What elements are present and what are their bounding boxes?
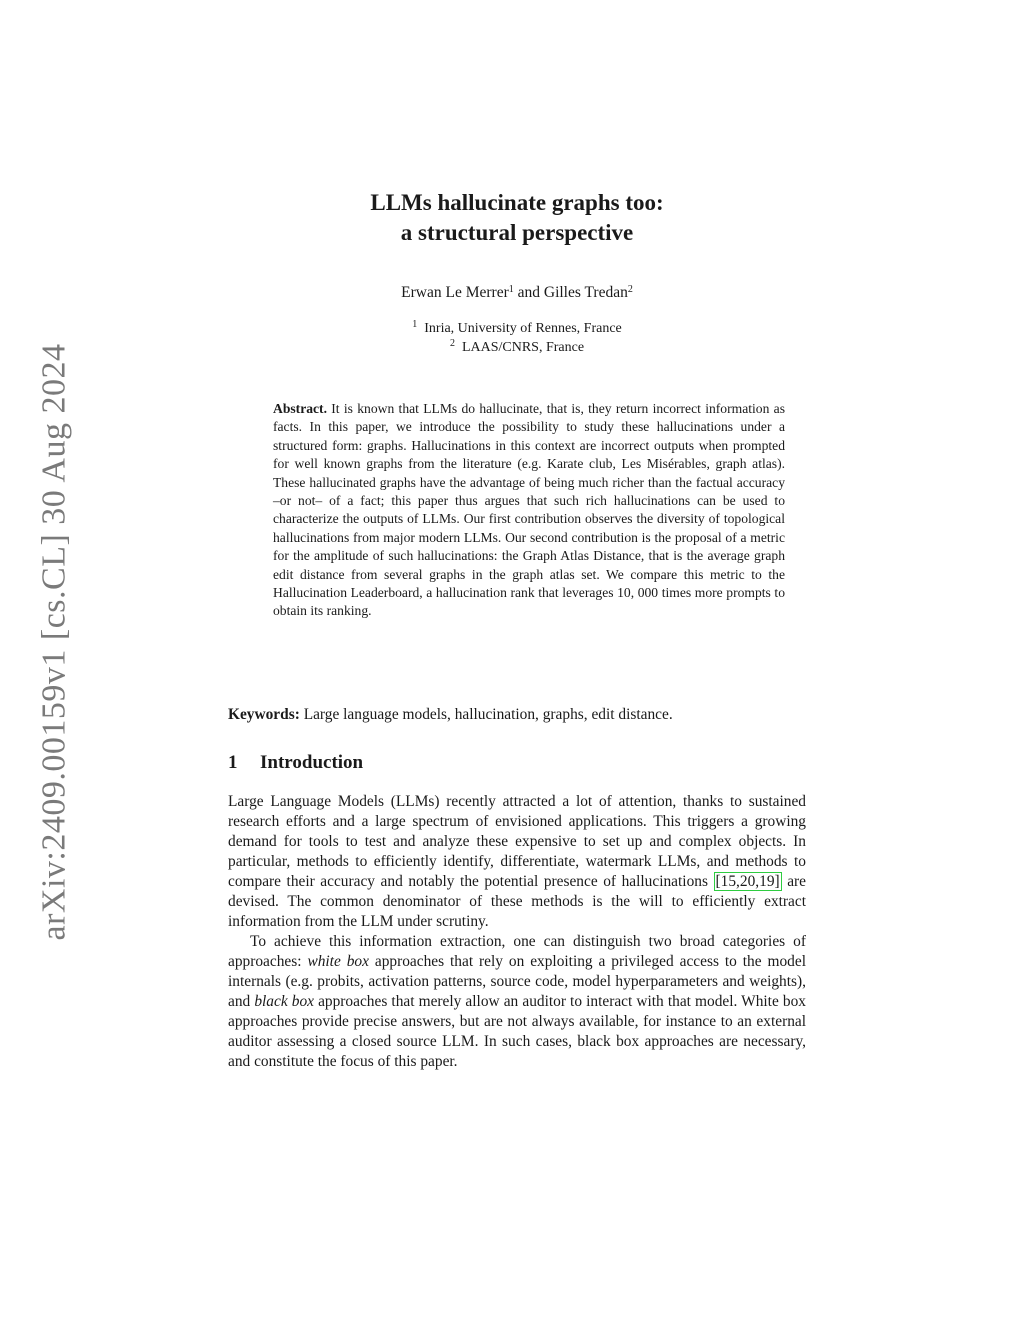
affiliation-2-text: LAAS/CNRS, France bbox=[461, 340, 585, 355]
intro-paragraph-1 bbox=[228, 792, 806, 932]
citation-link[interactable]: [15,20,19] bbox=[715, 873, 780, 890]
title-line-2: a structural perspective bbox=[400, 220, 634, 245]
introduction-body bbox=[228, 792, 806, 1072]
intro-p2-text-b: approaches that rely on exploiting a privileged access to the model internals (e.g. probits, activation patterns, source code, model hyperparameters and weights), and bbox=[228, 953, 806, 1010]
author-2: Gilles Tredan bbox=[543, 284, 628, 301]
abstract-text: It is known that LLMs do hallucinate, that is, they return incorrect information as facts. In this paper, we introduce the possibility to study these hallucinations under a structured form: graphs. Hallucinations in this context are incorrect outputs when prompted for well known graphs from the literature (e.g. Karate club, Les Misérables, graph atlas). These hallucinated graphs have the advantage of being much richer than the factual accuracy –or not– of a fact; this paper thus argues that such rich hallucinations can be used to characterize the outputs of LLMs. Our first contribution observes the diversity of topological hallucinations from major modern LLMs. Our second contribution is the proposal of a metric for the amplitude of such hallucinations: the Graph Atlas Distance, that is the average graph edit distance from several graphs in the graph atlas set. We compare this metric to the Hallucination Leaderboard, a hallucination rank that leverages 10, 000 times more prompts to obtain its ranking. bbox=[273, 401, 785, 619]
intro-p1-text-b: are devised. The common denominator of these methods is the will to efficiently extract information from the LLM under scrutiny. bbox=[228, 873, 806, 930]
author-1: Erwan Le Merrer bbox=[401, 284, 509, 301]
section-number: 1 bbox=[228, 752, 238, 773]
keywords-label: Keywords: bbox=[228, 706, 300, 723]
affiliation-2-mark: 2 bbox=[449, 338, 455, 349]
affiliation-1-mark: 1 bbox=[412, 319, 418, 330]
author-2-affil-mark: 2 bbox=[627, 284, 633, 295]
intro-paragraph-2 bbox=[228, 932, 806, 1072]
emphasis-black-box: black box bbox=[254, 993, 314, 1010]
emphasis-white-box: white box bbox=[307, 953, 369, 970]
keywords-text: Large language models, hallucination, graphs, edit distance. bbox=[303, 706, 673, 723]
arxiv-margin-stamp bbox=[31, 343, 77, 941]
author-list bbox=[228, 284, 806, 302]
arxiv-identifier: arXiv:2409.00159v1 [cs.CL] 30 Aug 2024 bbox=[35, 343, 73, 941]
intro-p2-text-c: approaches that merely allow an auditor to interact with that model. White box approaches provide precise answers, but are not always available, for instance to an external auditor assessing a closed source LLM. In such cases, black box approaches are necessary, and constitute the focus of this paper. bbox=[228, 993, 806, 1070]
intro-p2-text-a: To achieve this information extraction, one can distinguish two broad categories of approaches: bbox=[228, 933, 806, 970]
keywords bbox=[228, 705, 806, 725]
affiliation-1 bbox=[228, 319, 806, 338]
title-line-1: LLMs hallucinate graphs too: bbox=[370, 190, 664, 215]
author-conjunction: and bbox=[513, 284, 544, 301]
affiliation-2 bbox=[228, 338, 806, 357]
affiliation-1-text: Inria, University of Rennes, France bbox=[424, 321, 622, 336]
affiliations bbox=[228, 319, 806, 357]
intro-p1-text-a: Large Language Models (LLMs) recently attracted a lot of attention, thanks to sustained research efforts and a large spectrum of envisioned applications. This triggers a growing demand for tools to test and analyze these expensive to set up and complex objects. In particular, methods to efficiently identify, differentiate, watermark LLMs, and methods to compare their accuracy and notably the potential presence of hallucinations bbox=[228, 793, 806, 890]
abstract bbox=[273, 400, 785, 621]
author-1-affil-mark: 1 bbox=[508, 284, 514, 295]
abstract-label: Abstract. bbox=[273, 401, 327, 416]
paper-title bbox=[228, 188, 806, 248]
section-heading-introduction bbox=[228, 752, 806, 774]
section-title: Introduction bbox=[260, 752, 364, 773]
